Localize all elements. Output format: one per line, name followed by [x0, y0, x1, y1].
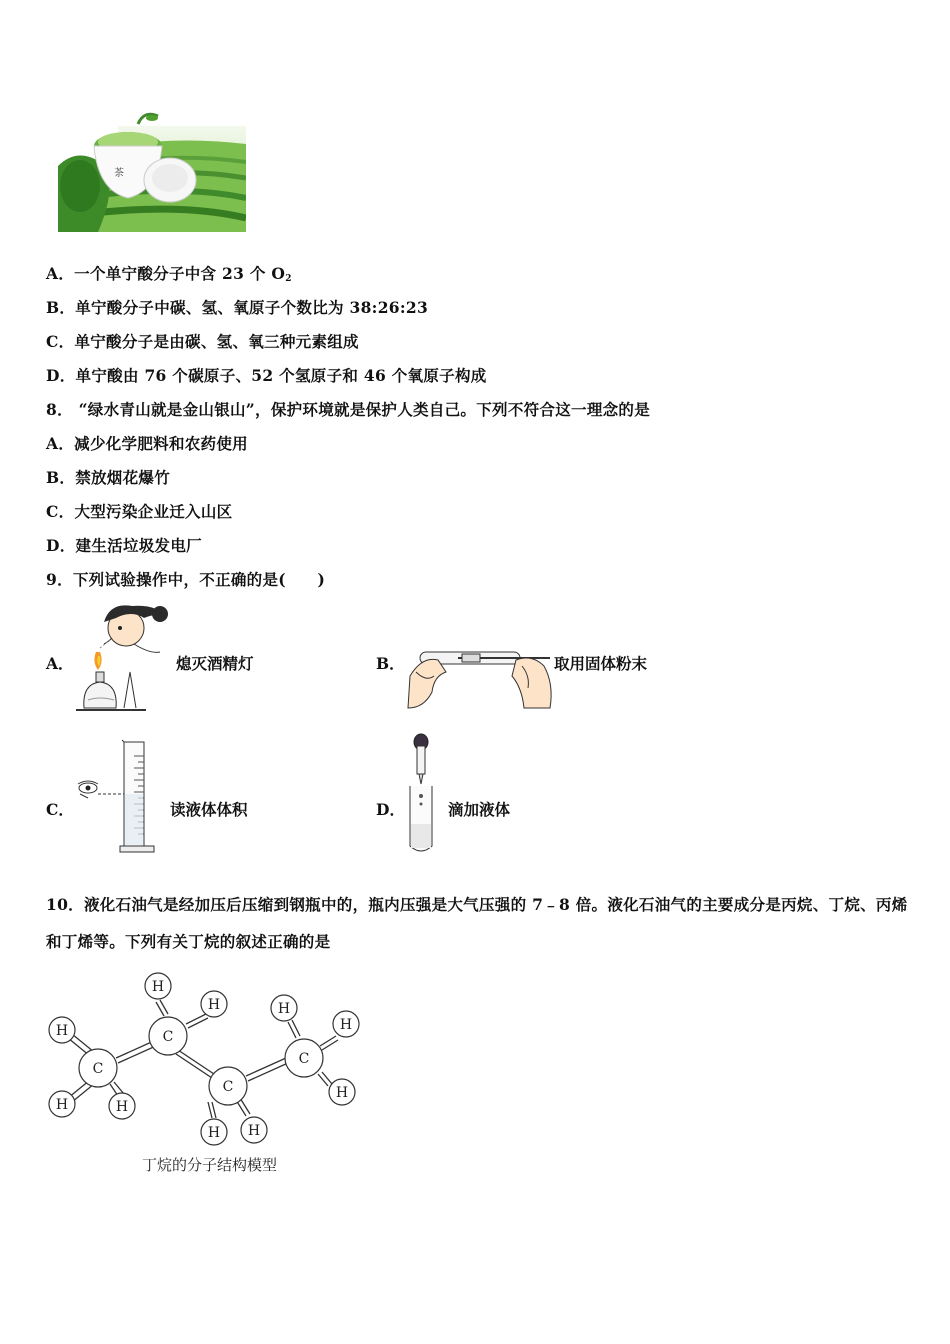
q9-option-a-letter: A． — [46, 654, 74, 673]
graduated-cylinder-reading-illustration — [72, 736, 164, 858]
hydrogen-atom — [49, 1091, 75, 1117]
q9-stem: 9．下列试验操作中，不正确的是( ) — [46, 570, 326, 589]
q7-option-c: C．单宁酸分子是由碳、氢、氧三种元素组成 — [46, 332, 359, 351]
hydrogen-atom — [201, 1119, 227, 1145]
q8-option-d: D．建生活垃圾发电厂 — [46, 536, 202, 555]
hydrogen-atom — [271, 995, 297, 1021]
carbon-atom — [79, 1049, 117, 1087]
q9-option-a-text: 熄灭酒精灯 — [176, 654, 254, 673]
hydrogen-atom — [145, 973, 171, 999]
svg-text:C: C — [92, 1061, 104, 1077]
svg-text:C: C — [222, 1079, 234, 1095]
hydrogen-atom — [201, 991, 227, 1017]
q9-option-b-letter: B． — [376, 654, 405, 673]
q9-option-c-letter: C． — [46, 800, 74, 819]
svg-text:H: H — [115, 1099, 129, 1115]
svg-text:H: H — [55, 1023, 69, 1039]
hydrogen-atom — [49, 1017, 75, 1043]
butane-molecule-model — [40, 966, 370, 1152]
svg-text:H: H — [55, 1097, 69, 1113]
svg-text:C: C — [162, 1029, 174, 1045]
tea-cup-image — [58, 106, 246, 232]
butane-model-caption: 丁烷的分子结构模型 — [142, 1156, 278, 1174]
q9-option-d-text: 滴加液体 — [448, 800, 511, 819]
svg-text:H: H — [335, 1085, 349, 1101]
carbon-atom — [209, 1067, 247, 1105]
hydrogen-atom — [109, 1093, 135, 1119]
svg-text:H: H — [151, 979, 165, 995]
q8-option-c: C．大型污染企业迁入山区 — [46, 502, 233, 521]
solid-powder-handling-illustration — [404, 636, 556, 712]
carbon-atom — [149, 1017, 187, 1055]
q7-option-d: D．单宁酸由 76 个碳原子、52 个氢原子和 46 个氧原子构成 — [46, 366, 487, 385]
hydrogen-atom — [241, 1117, 267, 1143]
q9-option-d-letter: D． — [376, 800, 405, 819]
svg-text:H: H — [207, 997, 221, 1013]
svg-text:H: H — [247, 1123, 261, 1139]
carbon-atom — [285, 1039, 323, 1077]
q9-option-c-text: 读液体体积 — [170, 800, 248, 819]
hydrogen-atom — [329, 1079, 355, 1105]
svg-text:茶: 茶 — [114, 168, 124, 179]
svg-text:H: H — [339, 1017, 353, 1033]
q7-option-a: A．一个单宁酸分子中含 23 个 $O_2$ — [46, 264, 292, 284]
q8-option-b: B．禁放烟花爆竹 — [46, 468, 171, 487]
q8-stem: 8． “绿水青山就是金山银山”，保护环境就是保护人类自己。下列不符合这一理念的是 — [46, 400, 651, 419]
svg-text:C: C — [298, 1051, 310, 1067]
hydrogen-atom — [333, 1011, 359, 1037]
q7-option-b: B．单宁酸分子中碳、氢、氧原子个数比为 38:26:23 — [46, 298, 429, 317]
q10-stem: 10．液化石油气是经加压后压缩到钢瓶中的，瓶内压强是大气压强的 7﹣8 倍。液化石油气的主要成分是丙烷、丁烷、丙烯和丁烯等。下列有关丁烷的叙述正确的是 — [46, 895, 908, 951]
q9-option-b-text: 取用固体粉末 — [554, 654, 648, 673]
dropper-test-tube-illustration — [404, 732, 438, 858]
q8-option-a: A．减少化学肥料和农药使用 — [46, 434, 248, 453]
alcohol-lamp-extinguish-illustration — [74, 600, 174, 716]
svg-text:H: H — [207, 1125, 221, 1141]
svg-text:H: H — [277, 1001, 291, 1017]
